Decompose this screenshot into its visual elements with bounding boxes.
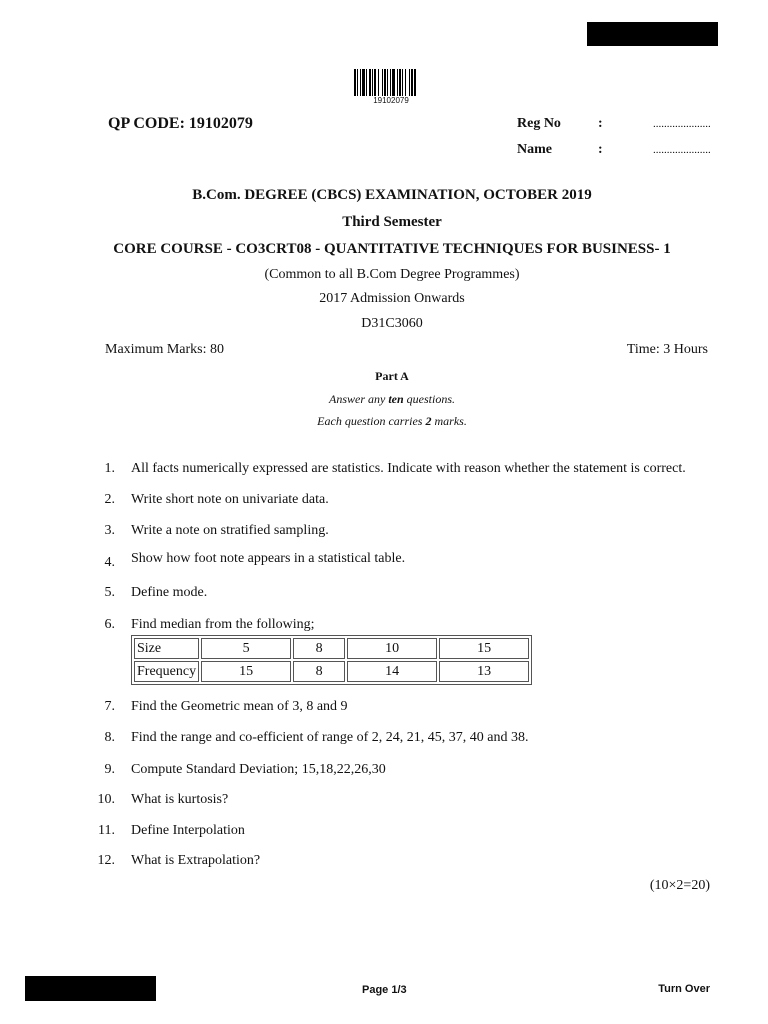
table-row bbox=[134, 638, 529, 659]
table-cell: 13 bbox=[439, 661, 529, 682]
barcode bbox=[354, 69, 428, 96]
table-cell: Frequency bbox=[134, 661, 199, 682]
part-a-instruction-1 bbox=[0, 392, 768, 407]
total-marks: (10×2=20) bbox=[649, 878, 710, 893]
redaction-box-top bbox=[587, 22, 718, 46]
median-data-table bbox=[131, 635, 532, 685]
instruction-2-post: marks. bbox=[431, 414, 467, 428]
question-number: 12. bbox=[97, 853, 115, 868]
table-cell: 5 bbox=[201, 638, 291, 659]
table-cell: 15 bbox=[201, 661, 291, 682]
common-note: (Common to all B.Com Degree Programmes) bbox=[264, 267, 520, 282]
page-number: Page 1/3 bbox=[362, 984, 407, 996]
question-number: 5. bbox=[104, 585, 115, 600]
question-text: Compute Standard Deviation; 15,18,22,26,30 bbox=[131, 762, 386, 777]
question-text: Define mode. bbox=[131, 585, 208, 600]
question-number: 4. bbox=[104, 555, 115, 570]
question-number: 2. bbox=[104, 492, 115, 507]
table-row bbox=[134, 661, 529, 682]
question-number: 9. bbox=[104, 762, 115, 777]
question-number: 1. bbox=[104, 461, 115, 476]
exam-title: B.Com. DEGREE (CBCS) EXAMINATION, OCTOBER 2019 bbox=[192, 187, 592, 203]
redaction-box-bottom bbox=[25, 976, 156, 1001]
table-cell: 10 bbox=[347, 638, 437, 659]
instruction-1-pre: Answer any bbox=[328, 392, 389, 406]
course-title: CORE COURSE - CO3CRT08 - QUANTITATIVE TECHNIQUES FOR BUSINESS- 1 bbox=[113, 241, 671, 257]
turn-over-label: Turn Over bbox=[658, 983, 710, 995]
qp-code: QP CODE: 19102079 bbox=[108, 115, 253, 132]
question-text: Write a note on stratified sampling. bbox=[131, 523, 329, 538]
maximum-marks: Maximum Marks: 80 bbox=[105, 342, 224, 357]
question-number: 11. bbox=[98, 823, 115, 838]
instruction-2-pre: Each question carries bbox=[317, 414, 426, 428]
barcode-number: 19102079 bbox=[373, 96, 409, 105]
name-colon: : bbox=[598, 142, 603, 157]
question-text: What is kurtosis? bbox=[131, 792, 229, 807]
question-text: Show how foot note appears in a statistical table. bbox=[131, 551, 406, 566]
table-cell: 8 bbox=[293, 661, 345, 682]
question-text: What is Extrapolation? bbox=[131, 853, 261, 868]
question-number: 10. bbox=[97, 792, 115, 807]
question-number: 8. bbox=[104, 730, 115, 745]
table-cell: 8 bbox=[293, 638, 345, 659]
name-label: Name bbox=[517, 142, 552, 157]
question-number: 7. bbox=[104, 699, 115, 714]
part-a-instruction-2 bbox=[0, 414, 768, 429]
instruction-2-bold: 2 bbox=[425, 414, 432, 428]
time-allowed: Time: 3 Hours bbox=[626, 342, 708, 357]
name-field: ..................... bbox=[653, 144, 711, 156]
part-a-heading: Part A bbox=[375, 369, 409, 383]
table-cell: 15 bbox=[439, 638, 529, 659]
barcode-bar bbox=[416, 69, 417, 96]
question-text: All facts numerically expressed are statistics. Indicate with reason whether the statement is correct. bbox=[131, 461, 686, 476]
admission-note: 2017 Admission Onwards bbox=[319, 291, 465, 306]
paper-code: D31C3060 bbox=[361, 316, 423, 331]
semester-title: Third Semester bbox=[342, 214, 442, 230]
instruction-1-post: questions. bbox=[403, 392, 455, 406]
question-text: Find the range and co-efficient of range of 2, 24, 21, 45, 37, 40 and 38. bbox=[131, 730, 529, 745]
question-text: Find median from the following; bbox=[131, 617, 315, 632]
reg-no-label: Reg No bbox=[517, 116, 561, 131]
table-cell: Size bbox=[134, 638, 199, 659]
question-number: 6. bbox=[104, 617, 115, 632]
reg-no-field: ..................... bbox=[653, 118, 711, 130]
reg-no-colon: : bbox=[598, 116, 603, 131]
question-text: Find the Geometric mean of 3, 8 and 9 bbox=[131, 699, 348, 714]
question-number: 3. bbox=[104, 523, 115, 538]
table-cell: 14 bbox=[347, 661, 437, 682]
question-text: Define Interpolation bbox=[131, 823, 245, 838]
instruction-1-bold: ten bbox=[388, 392, 404, 406]
question-text: Write short note on univariate data. bbox=[131, 492, 329, 507]
